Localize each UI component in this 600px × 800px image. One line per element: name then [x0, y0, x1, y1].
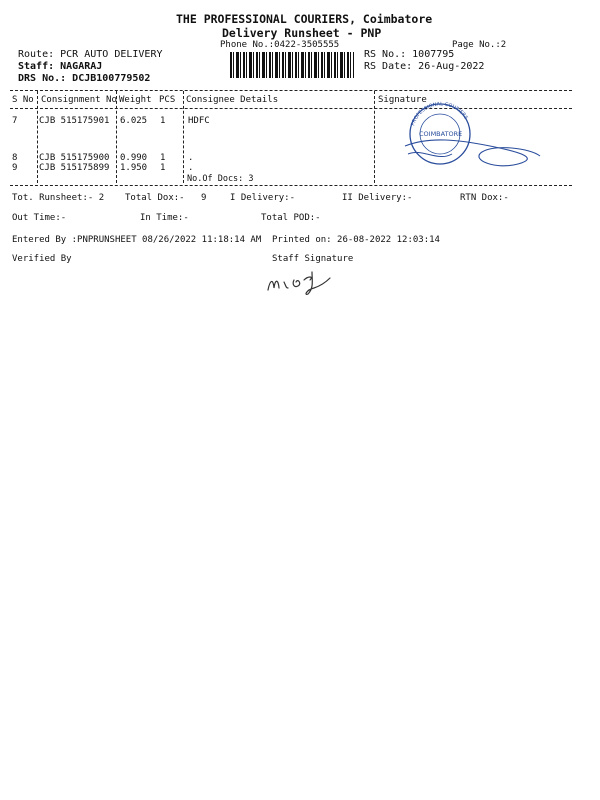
row-consignee: HDFC: [188, 116, 210, 126]
col-header-weight: Weight: [119, 95, 152, 105]
col-header-signature: Signature: [378, 95, 427, 105]
row-consignee: .: [188, 163, 194, 173]
barcode: [230, 52, 354, 78]
row-weight: 6.025: [120, 116, 148, 126]
row-consignment: CJB 515175901: [39, 116, 110, 126]
col-header-consignment: Consignment No: [41, 95, 117, 105]
row-sno: 8: [12, 153, 18, 163]
out-time: Out Time:-: [12, 213, 67, 223]
col-header-sno: S No: [12, 95, 34, 105]
staff-label: Staff: NAGARAJ: [18, 61, 103, 72]
row-pcs: 1: [160, 116, 166, 126]
col-header-pcs: PCS: [159, 95, 176, 105]
row-consignee: .: [188, 153, 194, 163]
column-divider: [183, 91, 184, 183]
tot-runsheet: Tot. Runsheet:- 2: [12, 193, 105, 203]
verified-by: Verified By: [12, 254, 72, 264]
table-top-divider: [10, 90, 572, 91]
no-of-docs: No.Of Docs: 3: [187, 174, 254, 184]
phone-number: Phone No.:0422-3505555: [220, 40, 340, 50]
stamp-text-city: COIMBATORE: [419, 130, 463, 138]
page-number: Page No.:2: [452, 40, 507, 50]
rtn-dox: RTN Dox:-: [460, 193, 509, 203]
rs-number: RS No.: 1007795: [364, 49, 455, 60]
company-name: THE PROFESSIONAL COURIERS, Coimbatore: [176, 12, 433, 26]
entered-by: Entered By :PNPRUNSHEET 08/26/2022 11:18:14 AM: [12, 235, 262, 245]
row-pcs: 1: [160, 163, 166, 173]
total-pod: Total POD:-: [261, 213, 321, 223]
ii-delivery: II Delivery:-: [342, 193, 413, 203]
staff-signature-scribble: [264, 266, 344, 300]
row-weight: 1.950: [120, 163, 148, 173]
company-stamp: [400, 96, 550, 174]
table-bottom-divider: [10, 185, 572, 186]
row-consignment: CJB 515175899: [39, 163, 110, 173]
row-sno: 9: [12, 163, 18, 173]
route-label: Route: PCR AUTO DELIVERY: [18, 49, 163, 60]
drs-number: DRS No.: DCJB100779502: [18, 73, 151, 84]
printed-on: Printed on: 26-08-2022 12:03:14: [272, 235, 440, 245]
row-consignment: CJB 515175900: [39, 153, 110, 163]
row-sno: 7: [12, 116, 18, 126]
row-pcs: 1: [160, 153, 166, 163]
in-time: In Time:-: [140, 213, 189, 223]
column-divider: [374, 91, 375, 183]
i-delivery: I Delivery:-: [230, 193, 296, 203]
rs-date: RS Date: 26-Aug-2022: [364, 61, 485, 72]
total-dox-value: 9: [201, 193, 207, 203]
column-divider: [116, 91, 117, 183]
stamp-text-company: PROFESSIONAL COURIERS: [410, 101, 469, 127]
staff-signature-label: Staff Signature: [272, 254, 354, 264]
column-divider: [37, 91, 38, 183]
document-title: Delivery Runsheet - PNP: [222, 26, 382, 40]
col-header-consignee: Consignee Details: [186, 95, 279, 105]
row-weight: 0.990: [120, 153, 148, 163]
total-dox-label: Total Dox:-: [125, 193, 185, 203]
